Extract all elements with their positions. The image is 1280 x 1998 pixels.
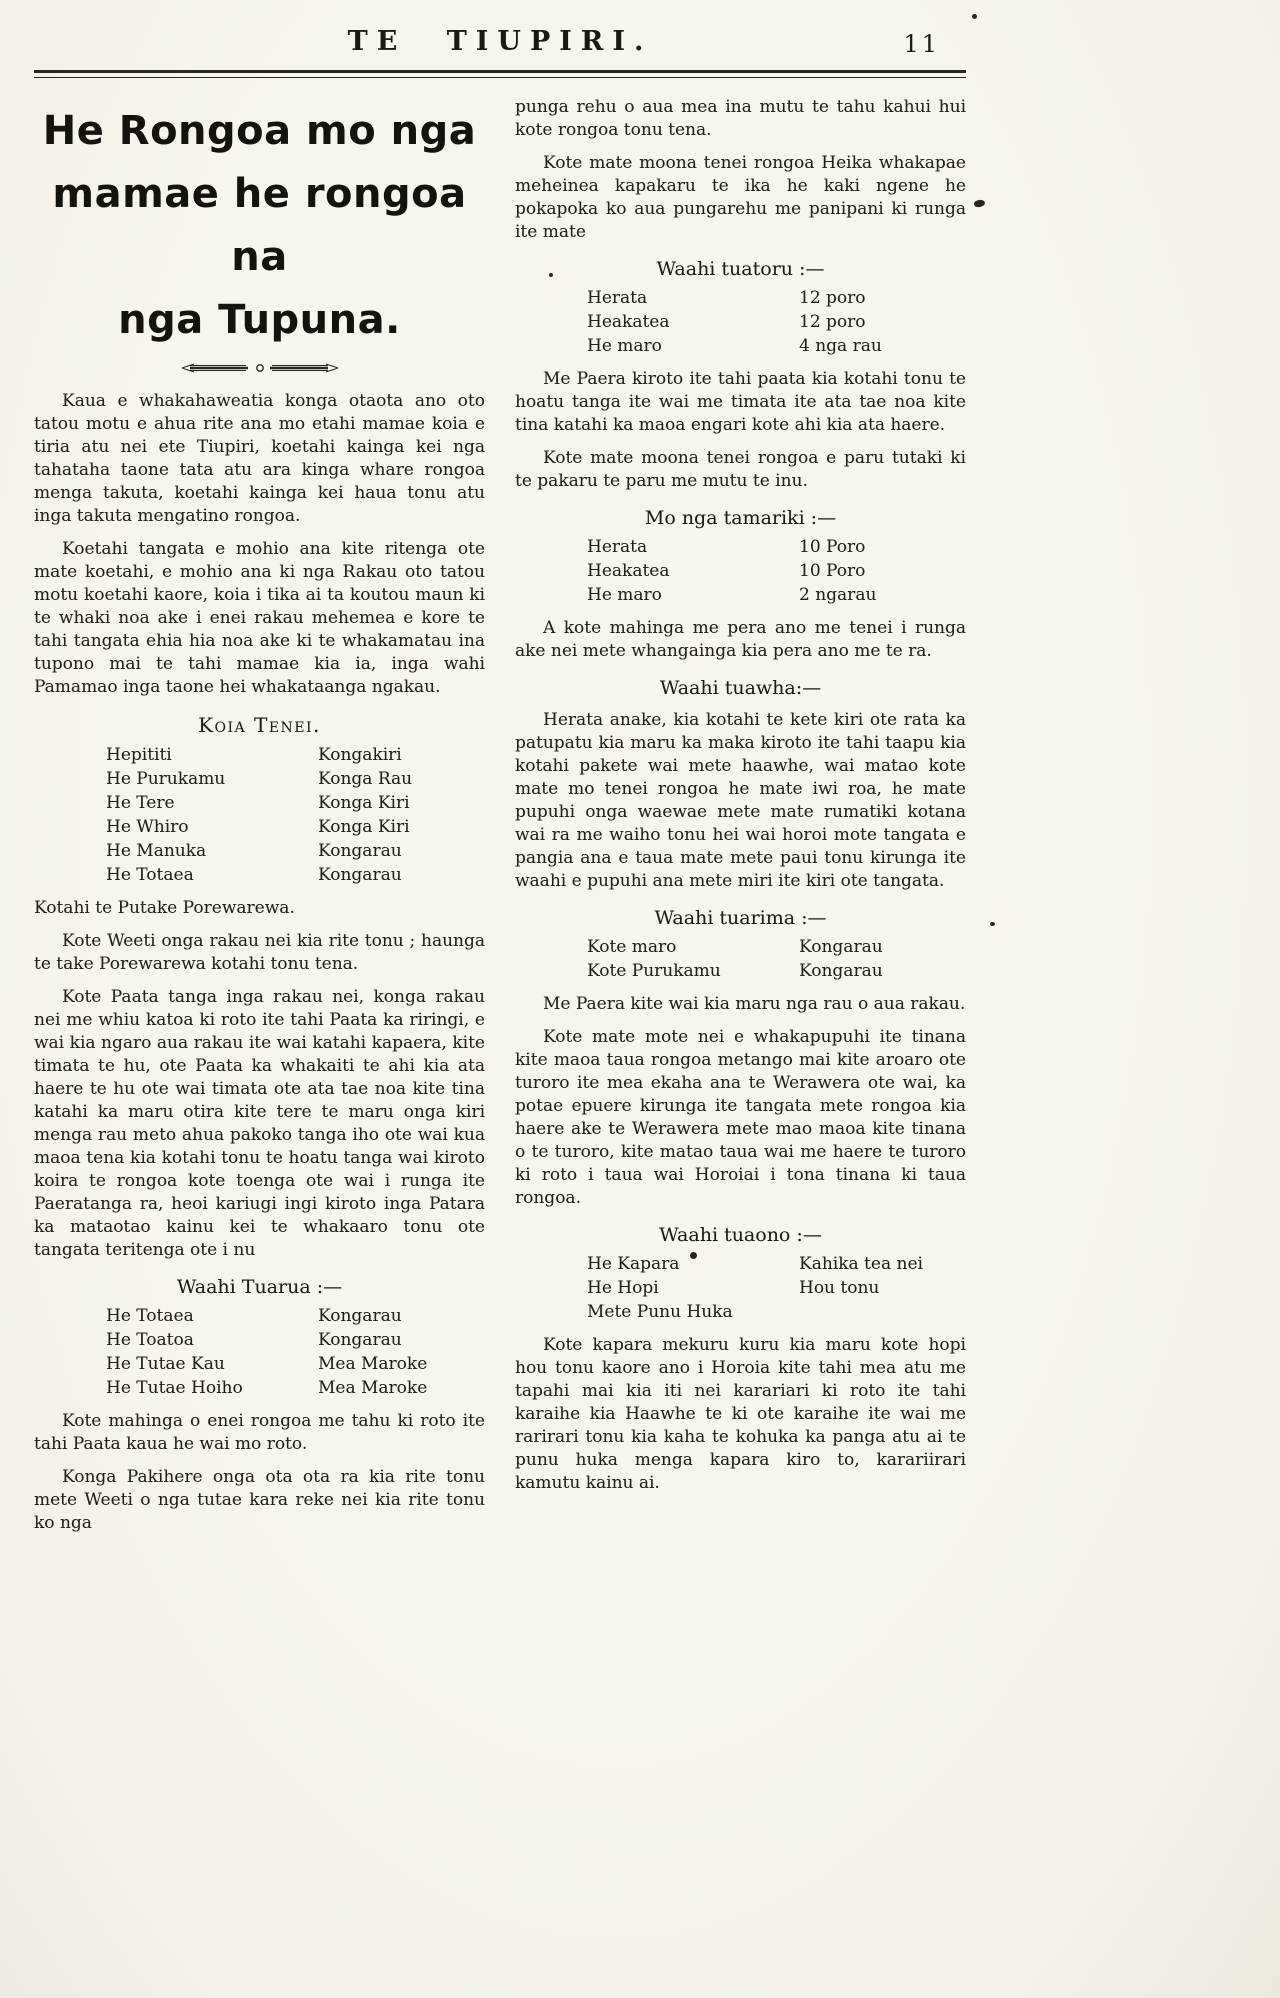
- ingredient-quantity: 10 Poro: [799, 561, 866, 581]
- list-item: [106, 815, 485, 839]
- ingredient-part: Konga Kiri: [318, 793, 410, 813]
- article-columns: [34, 78, 966, 1545]
- paragraph: Herata anake, kia kotahi te kete kiri ote rata ka patupatu kia maru ka maka kiroto ite tahi taapu kia kotahi pakete wai mete haawhe, wai matao kote mate mo tenei rongoa he mate iwi roa, he mate pupuhi onga waewae mete mate rumatiki kotana wai ra me waiho tonu hei wai horoi mote tangata e pangia ana e taua mate mete paui tonu kirunga ite waahi e pupuhi ana mete miri ite kiri ote tangata.: [515, 710, 966, 891]
- page-number: 11: [903, 30, 940, 58]
- list-item: [587, 935, 966, 959]
- list-item: [587, 1300, 966, 1324]
- ingredient-name: He Totaea: [106, 865, 194, 885]
- ingredient-quantity: 12 poro: [799, 288, 866, 308]
- paragraph: Kote mate moona tenei rongoa Heika whakapae meheinea kapakaru te ika he kaki ngene he pokapoka ko aua pungarehu me panipani ki runga ite mate: [515, 153, 966, 242]
- ingredient-name: Herata: [587, 288, 648, 308]
- ingredient-name: He maro: [587, 585, 662, 605]
- ingredient-name: Heakatea: [587, 312, 670, 332]
- ingredient-part: Kongarau: [799, 937, 883, 957]
- ingredient-list-mo-nga-tamariki: [587, 535, 966, 607]
- section-heading-waahi-tuarua: Waahi Tuarua :—: [176, 1276, 343, 1298]
- section-heading-waahi-tuawha: Waahi tuawha:—: [659, 677, 822, 699]
- ingredient-list-waahi-tuarua: [106, 1304, 485, 1400]
- list-item: [587, 286, 966, 310]
- ingredient-name: He Hopi: [587, 1278, 659, 1298]
- masthead: [34, 16, 966, 62]
- section-heading-waahi-tuaono: Waahi tuaono :—: [659, 1224, 822, 1246]
- ingredient-quantity: 10 Poro: [799, 537, 866, 557]
- ingredient-part: Kongarau: [318, 841, 402, 861]
- section-heading-waahi-tuatoru: Waahi tuatoru :—: [656, 258, 825, 280]
- list-item: [587, 310, 966, 334]
- ink-speck: [549, 273, 553, 277]
- ingredient-name: He Kapara: [587, 1254, 680, 1274]
- ornament-divider: [34, 360, 485, 376]
- ingredient-name: He Manuka: [106, 841, 207, 861]
- ingredient-part: Kongarau: [318, 865, 402, 885]
- ingredient-quantity: 2 ngarau: [799, 585, 877, 605]
- paragraph: Kaua e whakahaweatia konga otaota ano oto tatou motu e ahua rite ana mo etahi mamae koia e tiria atu nei ete Tiupiri, koetahi kainga kei nga tahataha taone tata atu ara kinga whare rongoa menga takuta, koetahi kainga kei haua tonu atu inga takuta mengatino rongoa.: [34, 391, 485, 526]
- list-item: [106, 1352, 485, 1376]
- paragraph: Kote mate moona tenei rongoa e paru tutaki ki te pakaru te paru me mutu te inu.: [515, 448, 966, 491]
- paragraph: Kote mahinga o enei rongoa me tahu ki roto ite tahi Paata kaua he wai mo roto.: [34, 1411, 485, 1454]
- paragraph: Kote Weeti onga rakau nei kia rite tonu ; haunga te take Porewarewa kotahi tonu tena.: [34, 931, 485, 974]
- standalone-line: Kotahi te Putake Porewarewa.: [34, 898, 295, 918]
- ingredient-part: Mea Maroke: [318, 1354, 428, 1374]
- ingredient-name: Kote Purukamu: [587, 961, 721, 981]
- ingredient-list-waahi-tuaono: [587, 1252, 966, 1324]
- printed-area: [34, 16, 966, 1545]
- ingredient-quantity: 4 nga rau: [799, 336, 882, 356]
- paragraph: Me Paera kiroto ite tahi paata kia kotahi tonu te hoatu tanga ite wai me timata ite ata tae noa kite tina katahi ka maoa engari kote ahi kia ata haere.: [515, 369, 966, 435]
- ingredient-part: Kahika tea nei: [799, 1254, 923, 1274]
- ingredient-part: Kongarau: [799, 961, 883, 981]
- list-item: [106, 1376, 485, 1400]
- ingredient-part: Konga Rau: [318, 769, 413, 789]
- paragraph: Kote Paata tanga inga rakau nei, konga rakau nei me whiu katoa ki roto ite tahi Paata ka riringi, e wai kia ngaro aua rakau ite wai katahi kapaera, kite timata te hu, ote Paata ka whakaiti te ahi kia ata haere te hu ote wai timata ote ata tae noa kite tina katahi ka maru otira kite tere te maru onga kiri menga rau meto ahua pakoko tanga iho ote wai kua maoa tena kia kotahi tonu te hoatu tanga wai kiroto koira te rongoa kote toenga ote wai i runga ite Paeratanga ra, heoi kariugi ingi kiroto inga Patara ka mataotao kainu kei te whakaaro tonu ote tangata teritenga ote i nu: [34, 987, 485, 1260]
- list-item: [587, 1276, 966, 1300]
- ingredient-name: He Whiro: [106, 817, 189, 837]
- ingredient-name: He Toatoa: [106, 1330, 194, 1350]
- ingredient-name: Herata: [587, 537, 648, 557]
- list-item: [587, 1252, 966, 1276]
- ingredient-part: Hou tonu: [799, 1278, 880, 1298]
- article-title: [34, 100, 485, 352]
- list-item: [587, 583, 966, 607]
- article-title-line: nga Tupuna.: [118, 297, 401, 343]
- ingredient-part: Konga Kiri: [318, 817, 410, 837]
- ingredient-part: Kongarau: [318, 1306, 402, 1326]
- right-column: [515, 86, 966, 1545]
- list-item: [106, 743, 485, 767]
- ingredient-list-waahi-tuatoru: [587, 286, 966, 358]
- ingredient-quantity: 12 poro: [799, 312, 866, 332]
- ingredient-name: He Purukamu: [106, 769, 226, 789]
- newspaper-title: TE TIUPIRI.: [347, 26, 653, 57]
- left-column: [34, 86, 485, 1545]
- ingredient-name: He Totaea: [106, 1306, 194, 1326]
- paragraph: Konga Pakihere onga ota ota ra kia rite tonu mete Weeti o nga tutae kara reke nei kia rite tonu ko nga: [34, 1467, 485, 1533]
- paragraph: Koetahi tangata e mohio ana kite ritenga ote mate koetahi, e mohio ana ki nga Rakau oto tatou motu koetahi kaore, koia i tika ai ta koutou maun ki te whaki noa ake i enei rakau mehemea e kore te tahi tangata ehia hia noa ake ki te whakamatau ina tupono mai te tahi mamae kia ia, inga wahi Pamamao inga taone hei whakataanga ngakau.: [34, 539, 485, 697]
- list-item: [106, 863, 485, 887]
- ingredient-name: Hepititi: [106, 745, 172, 765]
- ornament-icon: [180, 360, 340, 376]
- paragraph: punga rehu o aua mea ina mutu te tahu kahui hui kote rongoa tonu tena.: [515, 97, 966, 140]
- ingredient-list-waahi-tuarima: [587, 935, 966, 983]
- paragraph: Kote mate mote nei e whakapupuhi ite tinana kite maoa taua rongoa metango mai kite aroaro ote turoro ite mea ekaha ana te Werawera ote wai, ka potae epuere kirunga ite tangata mete rongoa kia haere ake te Werawera mete mao maoa kite tinana o te turoro, kite matao taua wai me haere te turoro ki roto i taua wai Horoiai i tona tinana ki taua rongoa.: [515, 1027, 966, 1208]
- masthead-rule: [34, 70, 966, 78]
- list-item: [106, 791, 485, 815]
- ingredient-name: Mete Punu Huka: [587, 1302, 733, 1322]
- ingredient-name: He Tutae Kau: [106, 1354, 225, 1374]
- list-item: [106, 1304, 485, 1328]
- section-heading-waahi-tuarima: Waahi tuarima :—: [654, 907, 827, 929]
- ingredient-part: Mea Maroke: [318, 1378, 428, 1398]
- ingredient-name: He Tutae Hoiho: [106, 1378, 243, 1398]
- ingredient-part: Kongakiri: [318, 745, 402, 765]
- ingredient-part: [799, 1300, 966, 1324]
- paragraph: Me Paera kite wai kia maru nga rau o aua rakau.: [543, 994, 966, 1014]
- ingredient-part: Kongarau: [318, 1330, 402, 1350]
- list-item: [587, 959, 966, 983]
- list-item: [587, 334, 966, 358]
- article-title-line: He Rongoa mo nga: [42, 108, 477, 154]
- paragraph: Kote kapara mekuru kuru kia maru kote hopi hou tonu kaore ano i Horoia kite tahi mea atu me tapahi mai kia iti nei karariari ki roto ite tahi karaihe kia Haawhe te ki ote karaihe ite wai me rarirari tonu kia kaha te kohuka ka panga atu ai te punu huka menga kapara kiro to, karariirari kamutu kainu ai.: [515, 1335, 966, 1493]
- list-item: [106, 1328, 485, 1352]
- list-item: [587, 559, 966, 583]
- ink-speck: [990, 922, 995, 926]
- list-item: [587, 535, 966, 559]
- section-heading-mo-nga-tamariki: Mo nga tamariki :—: [644, 507, 837, 529]
- ingredient-list-koia-tenei: [106, 743, 485, 887]
- ink-speck: [972, 14, 977, 19]
- section-heading-koia-tenei: Koia Tenei.: [198, 713, 321, 737]
- ingredient-name: He Tere: [106, 793, 175, 813]
- ingredient-name: Kote maro: [587, 937, 677, 957]
- list-item: [106, 767, 485, 791]
- ingredient-name: Heakatea: [587, 561, 670, 581]
- ingredient-name: He maro: [587, 336, 662, 356]
- ink-speck: [973, 199, 985, 208]
- list-item: [106, 839, 485, 863]
- paragraph: A kote mahinga me pera ano me tenei i runga ake nei mete whangainga kia pera ano me te ra.: [515, 618, 966, 661]
- ink-speck: [690, 1252, 697, 1259]
- article-title-line: mamae he rongoa na: [52, 171, 467, 280]
